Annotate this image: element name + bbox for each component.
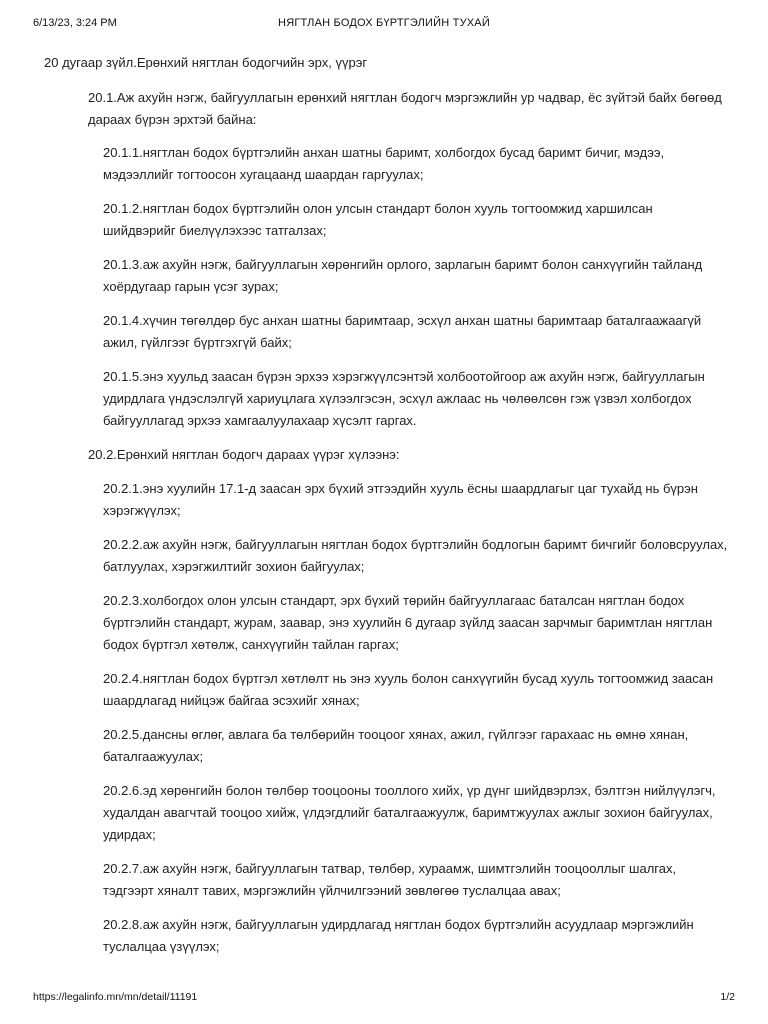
print-page-number: 1/2: [720, 991, 735, 1003]
paragraph-20-2-4: 20.2.4.нягтлан бодох бүртгэл хөтлөлт нь энэ хууль болон санхүүгийн бусад хууль тогтоомжид заасан шаардлагад нийцэж байгаа эсэхийг хянах;: [103, 671, 714, 708]
paragraph-20-2-1: 20.2.1.энэ хуулийн 17.1-д заасан эрх бүхий этгээдийн хууль ёсны шаардлагыг цаг тухайд нь бүрэн хэрэгжүүлэх;: [103, 481, 698, 518]
paragraph-20-2-7: 20.2.7.аж ахуйн нэгж, байгууллагын татвар, төлбөр, хураамж, шимтгэлийн тооцооллыг шалгах, тэдгээрт хяналт тавих, мэргэжлийн үйлчилгээний зөвлөгөө туслалцаа авах;: [103, 861, 677, 898]
print-source-url: https://legalinfo.mn/mn/detail/11191: [33, 991, 198, 1003]
paragraph-20-1-5: 20.1.5.энэ хуульд заасан бүрэн эрхээ хэрэгжүүлсэнтэй холбоотойгоор аж ахуйн нэгж, байгууллагын удирдлага үндэслэлгүй хариуцлага хүлээлгэсэн, эсхүл ажлаас нь чөлөөлсөн гэж үзвэл холбогдох байгууллагад эрхээ хамгаалуулахаар хүсэлт гаргах.: [103, 369, 705, 428]
print-document-title: НЯГТЛАН БОДОХ БҮРТГЭЛИЙН ТУХАЙ: [278, 17, 490, 29]
paragraph-20-2-6: 20.2.6.эд хөрөнгийн болон төлбөр тооцооны тооллого хийх, үр дүнг шийдвэрлэх, бэлтгэн нийлүүлэгч, худалдан авагчтай тооцоо хийж, үлдэгдлийг баталгаажуулж, баримтжуулах ажлыг зохион байгуулах, удирдах;: [103, 783, 716, 842]
paragraph-20-1-1: 20.1.1.нягтлан бодох бүртгэлийн анхан шатны баримт, холбогдох бусад баримт бичиг, мэдээ, мэдээллийг тогтоосон хугацаанд шаардан гаргуулах;: [103, 145, 665, 182]
paragraph-20-2-5: 20.2.5.дансны өглөг, авлага ба төлбөрийн тооцоог хянах, ажил, гүйлгээг гарахаас нь өмнө хянан, баталгаажуулах;: [103, 727, 689, 764]
paragraph-20-2-3: 20.2.3.холбогдох олон улсын стандарт, эрх бүхий төрийн байгууллагаас баталсан нягтлан бодох бүртгэлийн стандарт, журам, заавар, энэ хуулийн 6 дугаар зүйлд заасан зарчмыг баримтлан нягтлан бодох бүртгэл хөтөлж, санхүүгийн тайлан гаргах;: [103, 593, 713, 652]
paragraph-20-1: 20.1.Аж ахуйн нэгж, байгууллагын ерөнхий нягтлан бодогч мэргэжлийн ур чадвар, ёс зүйтэй байх бөгөөд дараах бүрэн эрхтэй байна:: [88, 90, 722, 127]
document-body: [0, 52, 768, 958]
print-datetime: 6/13/23, 3:24 PM: [33, 17, 117, 29]
article-heading: 20 дугаар зүйл.Ерөнхий нягтлан бодогчийн эрх, үүрэг: [44, 55, 368, 70]
paragraph-20-1-2: 20.1.2.нягтлан бодох бүртгэлийн олон улсын стандарт болон хууль тогтоомжид харшилсан шийдвэрийг биелүүлэхээс татгалзах;: [103, 201, 653, 238]
paragraph-20-2: 20.2.Ерөнхий нягтлан бодогч дараах үүрэг хүлээнэ:: [88, 447, 400, 462]
paragraph-20-2-8: 20.2.8.аж ахуйн нэгж, байгууллагын удирдлагад нягтлан бодох бүртгэлийн асуудлаар мэргэжлийн туслалцаа үзүүлэх;: [103, 917, 694, 954]
paragraph-20-1-3: 20.1.3.аж ахуйн нэгж, байгууллагын хөрөнгийн орлого, зарлагын баримт болон санхүүгийн тайланд хоёрдугаар гарын үсэг зурах;: [103, 257, 703, 294]
print-header: [0, 17, 768, 33]
print-footer: [0, 991, 768, 1007]
paragraph-20-2-2: 20.2.2.аж ахуйн нэгж, байгууллагын нягтлан бодох бүртгэлийн бодлогын баримт бичгийг боловсруулах, батлуулах, хэрэгжилтийг зохион байгуулах;: [103, 537, 728, 574]
paragraph-20-1-4: 20.1.4.хүчин төгөлдөр бус анхан шатны баримтаар, эсхүл анхан шатны баримтаар баталгаажаагүй ажил, гүйлгээг бүртгэхгүй байх;: [103, 313, 702, 350]
